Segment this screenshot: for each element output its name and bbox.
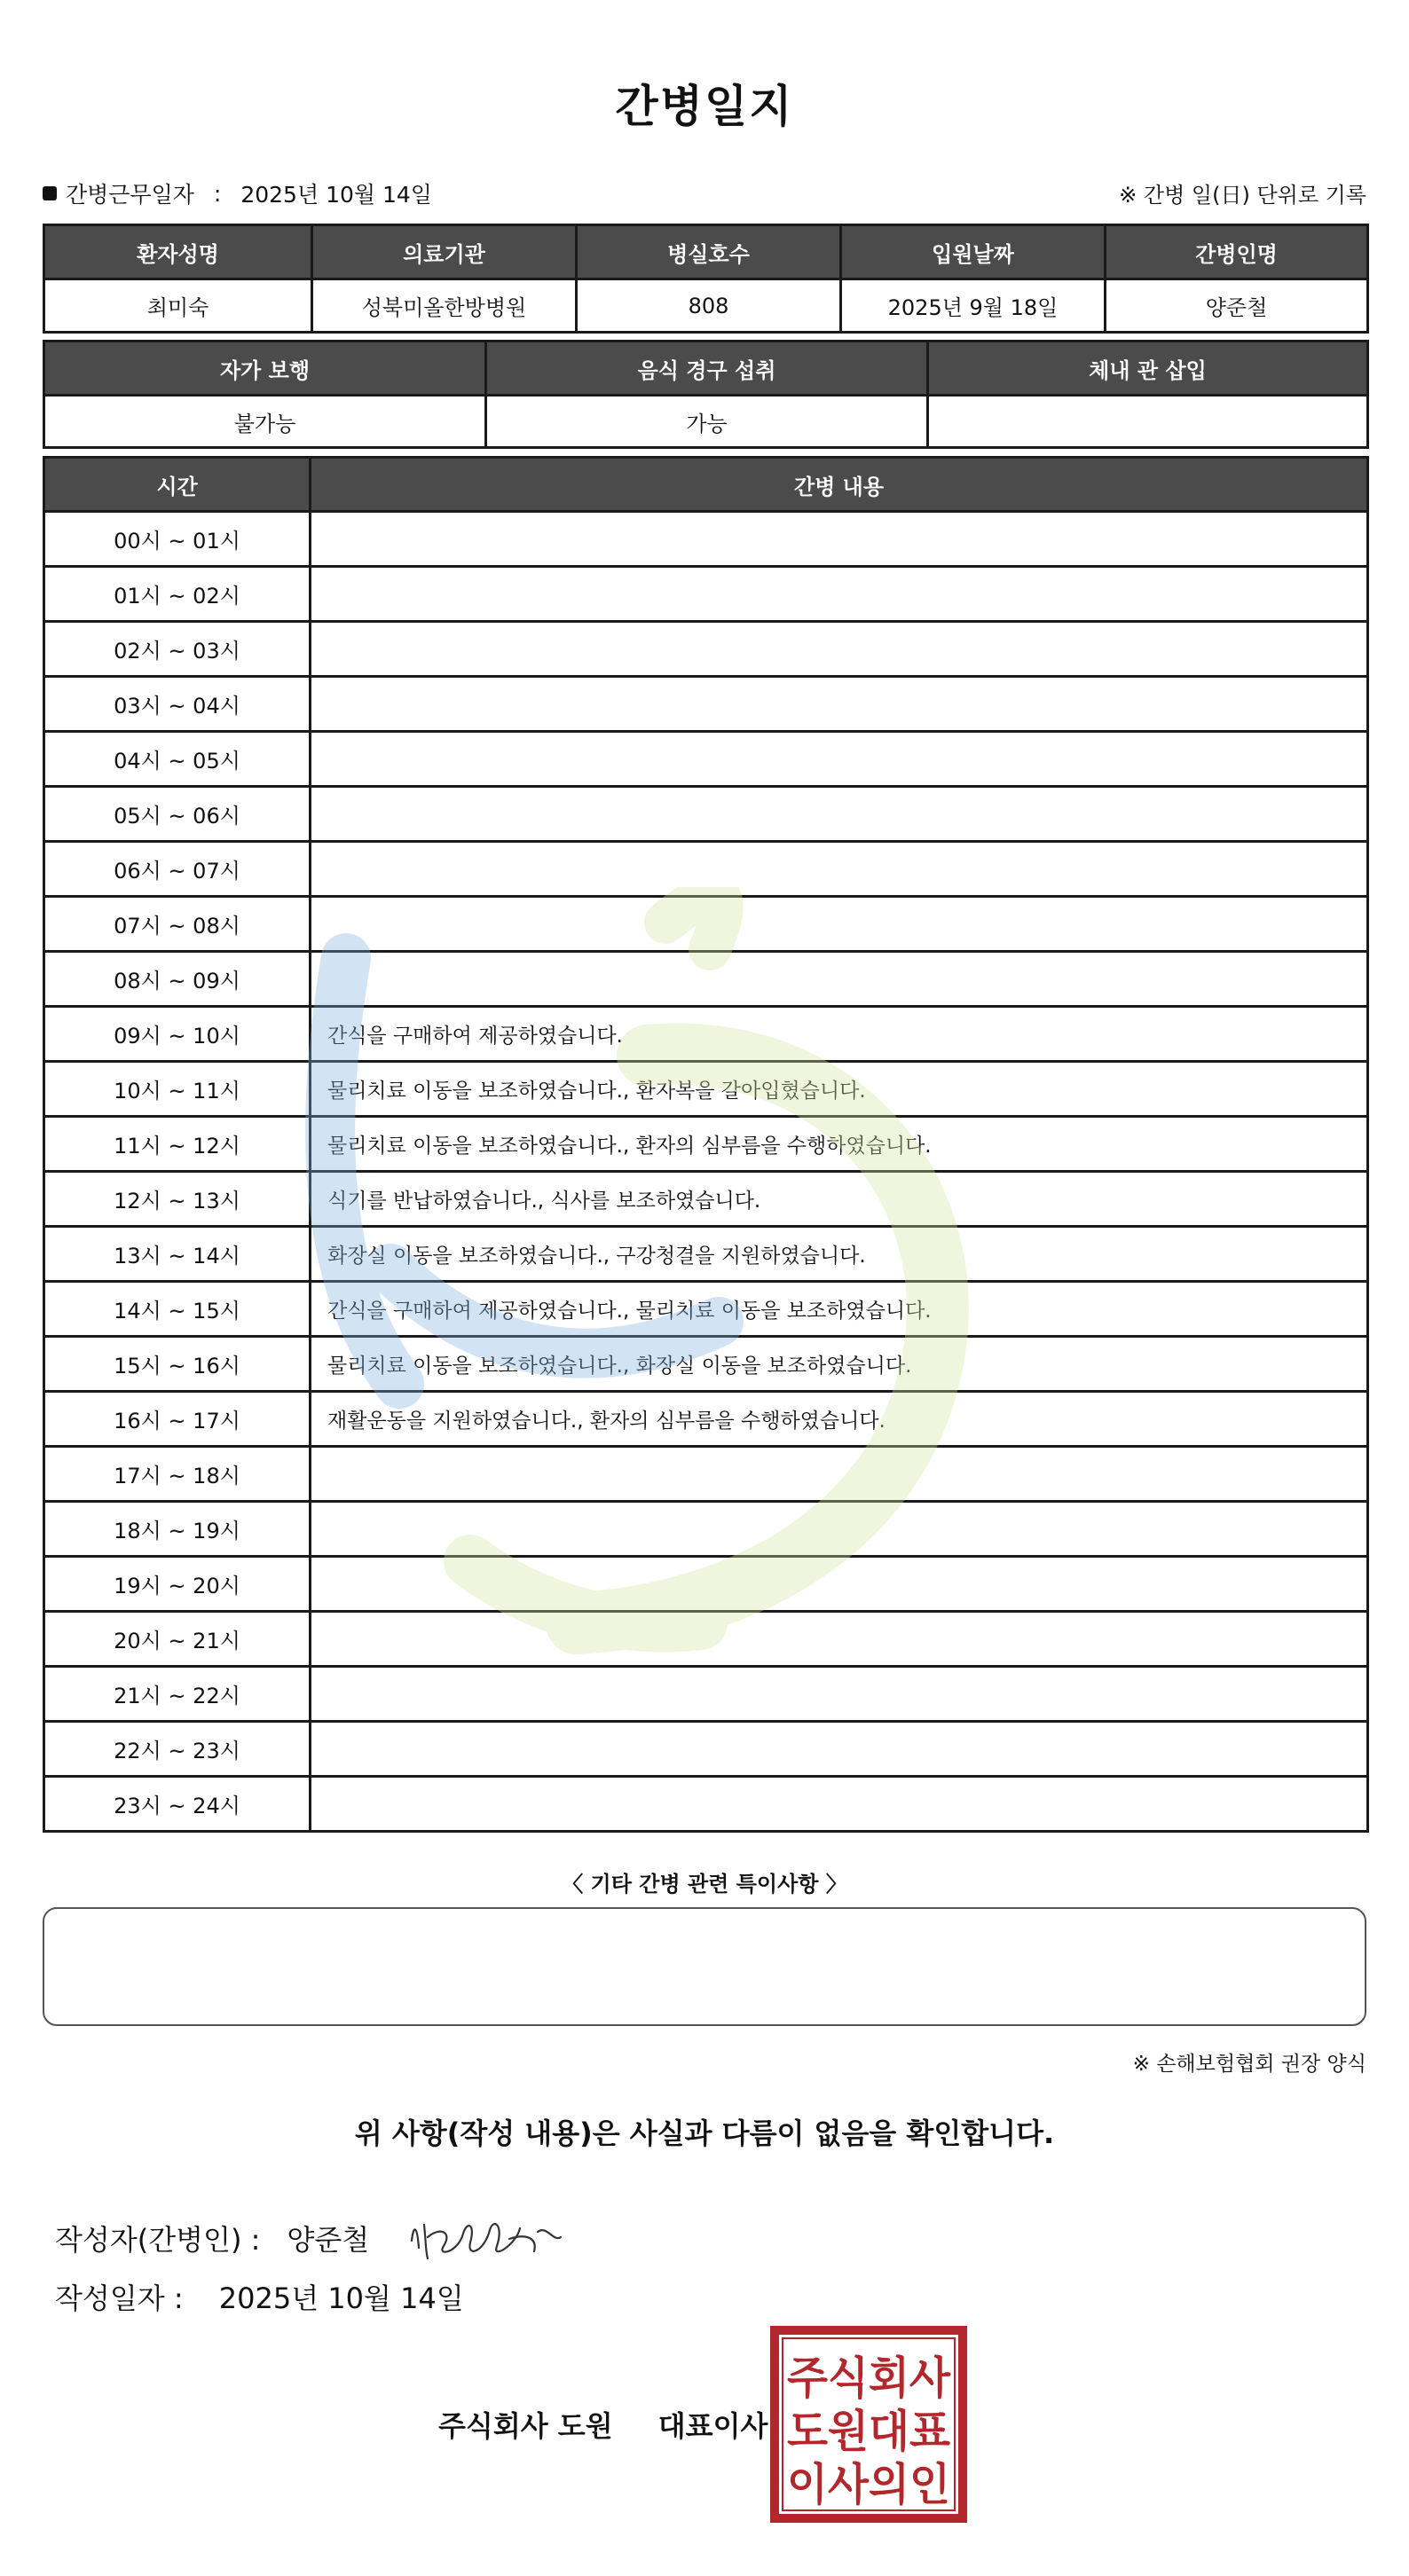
log-content-cell[interactable] bbox=[311, 1722, 1368, 1777]
caregiver-name: 양준철 bbox=[1106, 279, 1368, 333]
log-time-cell: 07시 ~ 08시 bbox=[44, 897, 311, 952]
table-row bbox=[44, 567, 1368, 622]
log-time-cell: 15시 ~ 16시 bbox=[44, 1337, 311, 1392]
care-log-table bbox=[43, 456, 1369, 1833]
room-number: 808 bbox=[577, 279, 841, 333]
header-tube-insertion: 체내 관 삽입 bbox=[928, 342, 1368, 396]
writer-name: 양준철 bbox=[287, 2223, 370, 2257]
log-content-cell[interactable] bbox=[311, 842, 1368, 897]
document-title: 간병일지 bbox=[615, 81, 794, 132]
written-date-value: 2025년 10월 14일 bbox=[218, 2281, 464, 2315]
work-date-value: 2025년 10월 14일 bbox=[240, 182, 432, 208]
table-row bbox=[44, 1667, 1368, 1722]
header-patient-name: 환자성명 bbox=[44, 225, 312, 279]
log-content-cell[interactable] bbox=[311, 1612, 1368, 1667]
log-content-cell[interactable] bbox=[311, 1557, 1368, 1612]
log-time-cell: 04시 ~ 05시 bbox=[44, 732, 311, 787]
tube-insertion-value bbox=[928, 396, 1368, 448]
log-content-cell[interactable]: 화장실 이동을 보조하였습니다., 구강청결을 지원하였습니다. bbox=[311, 1227, 1368, 1282]
hospital-name: 성북미올한방병원 bbox=[312, 279, 577, 333]
bullet-square-icon bbox=[43, 186, 57, 200]
log-content-cell[interactable] bbox=[311, 787, 1368, 842]
log-content-cell[interactable] bbox=[311, 1502, 1368, 1557]
insurance-note: ※ 손해보험협회 권장 양식 bbox=[1132, 2053, 1366, 2076]
svg-text:이사의인: 이사의인 bbox=[787, 2459, 950, 2510]
log-content-cell[interactable] bbox=[311, 732, 1368, 787]
oral-intake-value: 가능 bbox=[486, 396, 928, 448]
log-content-cell[interactable]: 물리치료 이동을 보조하였습니다., 화장실 이동을 보조하였습니다. bbox=[311, 1337, 1368, 1392]
log-content-cell[interactable] bbox=[311, 1777, 1368, 1832]
table-row bbox=[44, 1557, 1368, 1612]
header-admission-date: 입원날짜 bbox=[841, 225, 1106, 279]
log-time-cell: 02시 ~ 03시 bbox=[44, 622, 311, 677]
log-content-cell[interactable] bbox=[311, 1447, 1368, 1502]
work-date-separator: : bbox=[213, 180, 222, 207]
patient-name: 최미숙 bbox=[44, 279, 312, 333]
log-time-cell: 03시 ~ 04시 bbox=[44, 677, 311, 732]
table-row bbox=[44, 952, 1368, 1007]
log-time-cell: 19시 ~ 20시 bbox=[44, 1557, 311, 1612]
log-content-cell[interactable] bbox=[311, 677, 1368, 732]
header-room-number: 병실호수 bbox=[577, 225, 841, 279]
log-time-cell: 09시 ~ 10시 bbox=[44, 1007, 311, 1062]
log-time-cell: 12시 ~ 13시 bbox=[44, 1172, 311, 1227]
company-seal-icon bbox=[770, 2326, 967, 2523]
remarks-box[interactable] bbox=[43, 1907, 1366, 2026]
log-time-cell: 13시 ~ 14시 bbox=[44, 1227, 311, 1282]
table-row bbox=[44, 1172, 1368, 1227]
company-name: 주식회사 도원 bbox=[438, 2409, 613, 2443]
table-row bbox=[44, 1007, 1368, 1062]
header-oral-intake: 음식 경구 섭취 bbox=[486, 342, 928, 396]
work-date bbox=[43, 177, 432, 209]
table-row bbox=[44, 1612, 1368, 1667]
log-content-cell[interactable] bbox=[311, 952, 1368, 1007]
log-time-cell: 17시 ~ 18시 bbox=[44, 1447, 311, 1502]
table-row bbox=[44, 1227, 1368, 1282]
remarks-title: 〈 기타 간병 관련 특이사항 〉 bbox=[562, 1872, 847, 1897]
log-time-cell: 11시 ~ 12시 bbox=[44, 1117, 311, 1172]
log-time-cell: 14시 ~ 15시 bbox=[44, 1282, 311, 1337]
table-row bbox=[44, 1282, 1368, 1337]
table-row bbox=[44, 677, 1368, 732]
header-caregiver-name: 간병인명 bbox=[1106, 225, 1368, 279]
unit-note: ※ 간병 일(日) 단위로 기록 bbox=[1119, 183, 1366, 208]
table-row bbox=[44, 1062, 1368, 1117]
table-row bbox=[44, 897, 1368, 952]
table-row bbox=[44, 732, 1368, 787]
work-date-label: 간병근무일자 bbox=[66, 182, 194, 208]
log-content-cell[interactable]: 간식을 구매하여 제공하였습니다., 물리치료 이동을 보조하였습니다. bbox=[311, 1282, 1368, 1337]
table-row bbox=[44, 787, 1368, 842]
log-time-cell: 22시 ~ 23시 bbox=[44, 1722, 311, 1777]
log-content-cell[interactable] bbox=[311, 1667, 1368, 1722]
log-time-cell: 01시 ~ 02시 bbox=[44, 567, 311, 622]
written-date-line bbox=[55, 2276, 464, 2317]
log-content-cell[interactable]: 간식을 구매하여 제공하였습니다. bbox=[311, 1007, 1368, 1062]
patient-info-header-row bbox=[44, 225, 1368, 279]
log-content-cell[interactable] bbox=[311, 567, 1368, 622]
log-content-cell[interactable]: 재활운동을 지원하였습니다., 환자의 심부름을 수행하였습니다. bbox=[311, 1392, 1368, 1447]
table-row bbox=[44, 1392, 1368, 1447]
written-date-label: 작성일자 : bbox=[55, 2281, 184, 2315]
log-content-cell[interactable]: 물리치료 이동을 보조하였습니다., 환자의 심부름을 수행하였습니다. bbox=[311, 1117, 1368, 1172]
table-row bbox=[44, 1337, 1368, 1392]
table-row bbox=[44, 1502, 1368, 1557]
table-row bbox=[44, 1117, 1368, 1172]
log-time-cell: 20시 ~ 21시 bbox=[44, 1612, 311, 1667]
table-row bbox=[44, 512, 1368, 567]
table-row bbox=[44, 1722, 1368, 1777]
svg-text:도원대표: 도원대표 bbox=[787, 2406, 951, 2457]
log-content-cell[interactable]: 식기를 반납하였습니다., 식사를 보조하였습니다. bbox=[311, 1172, 1368, 1227]
log-time-cell: 18시 ~ 19시 bbox=[44, 1502, 311, 1557]
log-content-cell[interactable] bbox=[311, 512, 1368, 567]
log-content-cell[interactable] bbox=[311, 897, 1368, 952]
header-self-walking: 자가 보행 bbox=[44, 342, 486, 396]
log-time-cell: 00시 ~ 01시 bbox=[44, 512, 311, 567]
table-row bbox=[44, 1447, 1368, 1502]
signature-icon bbox=[405, 2207, 573, 2269]
self-walking-value: 불가능 bbox=[44, 396, 486, 448]
log-content-cell[interactable] bbox=[311, 622, 1368, 677]
patient-status-value-row bbox=[44, 396, 1368, 448]
log-time-cell: 23시 ~ 24시 bbox=[44, 1777, 311, 1832]
care-log-header-row bbox=[44, 458, 1368, 512]
writer-label: 작성자(간병인) : bbox=[55, 2223, 261, 2257]
confirmation-statement: 위 사항(작성 내용)은 사실과 다름이 없음을 확인합니다. bbox=[354, 2117, 1055, 2150]
log-time-cell: 05시 ~ 06시 bbox=[44, 787, 311, 842]
patient-info-value-row bbox=[44, 279, 1368, 333]
header-time: 시간 bbox=[44, 458, 311, 512]
svg-text:주식회사: 주식회사 bbox=[787, 2352, 951, 2404]
patient-info-table bbox=[43, 224, 1369, 334]
table-row bbox=[44, 1777, 1368, 1832]
representative-title: 대표이사 bbox=[657, 2409, 768, 2443]
log-time-cell: 16시 ~ 17시 bbox=[44, 1392, 311, 1447]
log-content-cell[interactable]: 물리치료 이동을 보조하였습니다., 환자복을 갈아입혔습니다. bbox=[311, 1062, 1368, 1117]
patient-status-table bbox=[43, 340, 1369, 449]
patient-status-header-row bbox=[44, 342, 1368, 396]
log-time-cell: 10시 ~ 11시 bbox=[44, 1062, 311, 1117]
log-time-cell: 21시 ~ 22시 bbox=[44, 1667, 311, 1722]
log-time-cell: 08시 ~ 09시 bbox=[44, 952, 311, 1007]
header-care-content: 간병 내용 bbox=[311, 458, 1368, 512]
table-row bbox=[44, 622, 1368, 677]
company-line bbox=[438, 2404, 767, 2445]
log-time-cell: 06시 ~ 07시 bbox=[44, 842, 311, 897]
header-hospital: 의료기관 bbox=[312, 225, 577, 279]
admission-date: 2025년 9월 18일 bbox=[841, 279, 1106, 333]
writer-line bbox=[55, 2207, 573, 2269]
table-row bbox=[44, 842, 1368, 897]
